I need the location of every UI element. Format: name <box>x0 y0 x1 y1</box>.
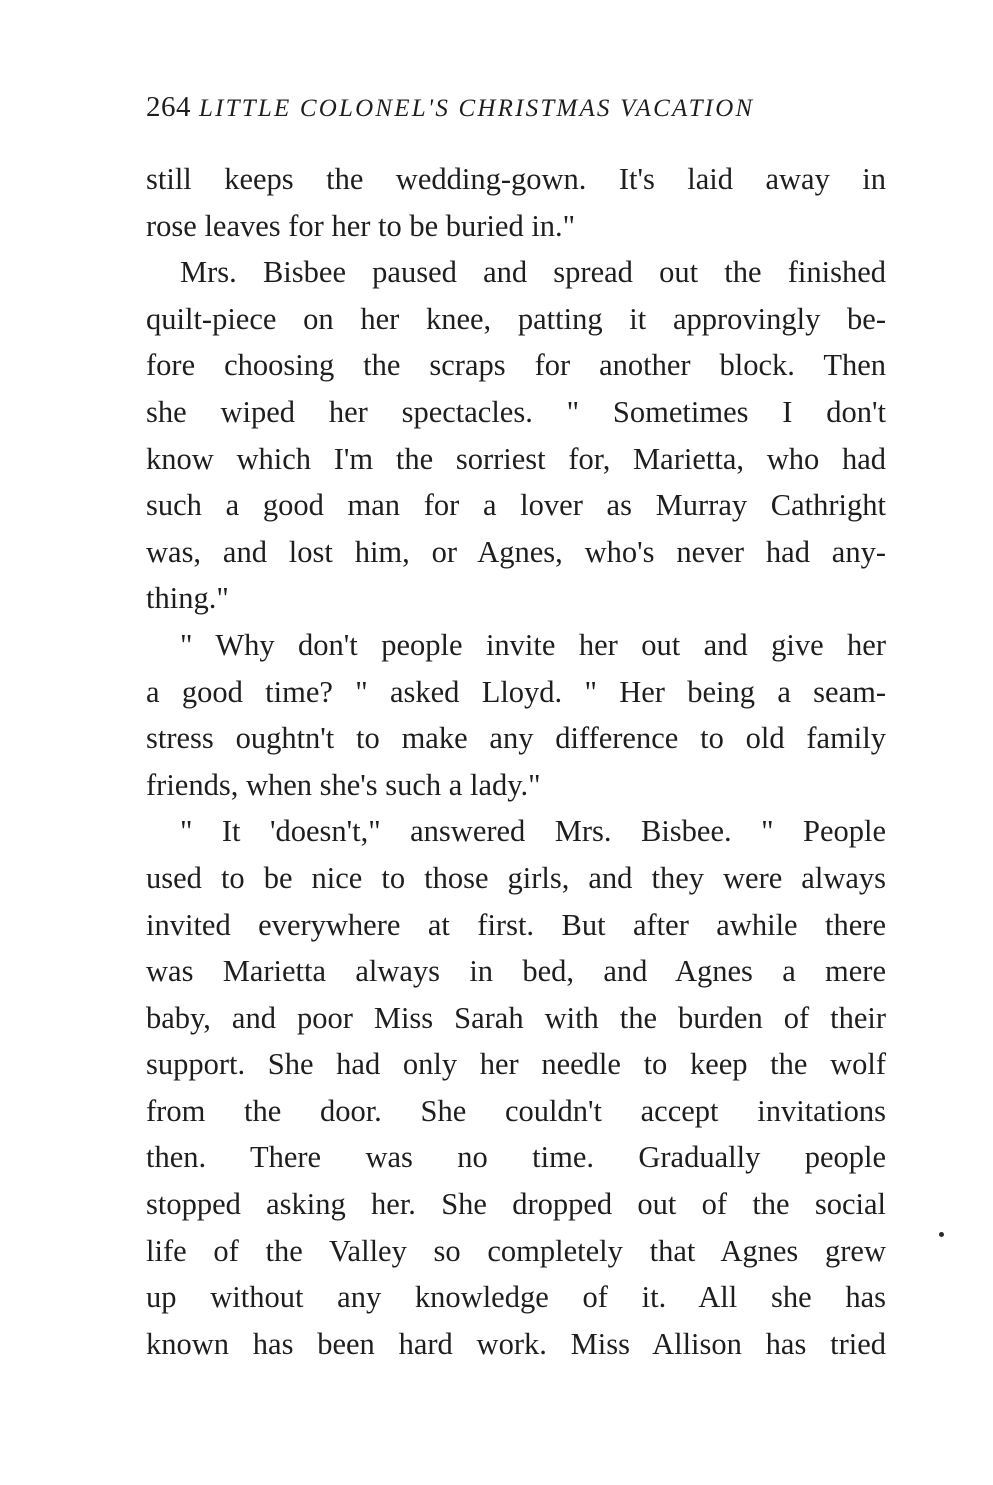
text-line: was, and lost him, or Agnes, who's never had any- <box>146 534 886 569</box>
text-line: thing." <box>146 581 229 616</box>
text-line: know which I'm the sorriest for, Marietta, who had <box>146 441 886 476</box>
text-line: quilt-piece on her knee, patting it approvingly be- <box>146 301 886 336</box>
text-line: known has been hard work. Miss Allison has tried <box>146 1326 886 1361</box>
text-line: used to be nice to those girls, and they were always <box>146 860 886 895</box>
text-line: from the door. She couldn't accept invitations <box>146 1093 886 1128</box>
text-line: " Why don't people invite her out and give her <box>180 627 886 662</box>
page-number: 264 <box>146 91 191 123</box>
text-line: baby, and poor Miss Sarah with the burden of their <box>146 1000 886 1035</box>
text-line: then. There was no time. Gradually people <box>146 1140 886 1175</box>
text-line: stopped asking her. She dropped out of the social <box>146 1187 886 1222</box>
text-line: " It 'doesn't," answered Mrs. Bisbee. " People <box>180 814 886 849</box>
text-line: Mrs. Bisbee paused and spread out the finished <box>180 255 886 290</box>
text-line: she wiped her spectacles. " Sometimes I don't <box>146 394 886 429</box>
text-line: was Marietta always in bed, and Agnes a mere <box>146 954 886 989</box>
text-line: fore choosing the scraps for another block. Then <box>146 348 886 383</box>
text-line: a good time? " asked Lloyd. " Her being a seam- <box>146 674 886 709</box>
text-line: still keeps the wedding-gown. It's laid away in <box>146 162 886 196</box>
text-line: life of the Valley so completely that Agnes grew <box>146 1233 886 1268</box>
running-head <box>146 84 886 130</box>
text-line: up without any knowledge of it. All she has <box>146 1280 886 1315</box>
text-line: such a good man for a lover as Murray Cathright <box>146 488 886 523</box>
book-title: LITTLE COLONEL'S CHRISTMAS VACATION <box>199 95 755 122</box>
text-line: invited everywhere at first. But after awhile there <box>146 907 886 942</box>
ink-speck <box>939 1232 944 1237</box>
text-line: rose leaves for her to be buried in." <box>146 208 576 243</box>
text-line: friends, when she's such a lady." <box>146 767 541 802</box>
text-line: stress oughtn't to make any difference to old family <box>146 721 886 756</box>
text-line: support. She had only her needle to keep the wolf <box>146 1047 886 1082</box>
body-text <box>146 156 886 1367</box>
